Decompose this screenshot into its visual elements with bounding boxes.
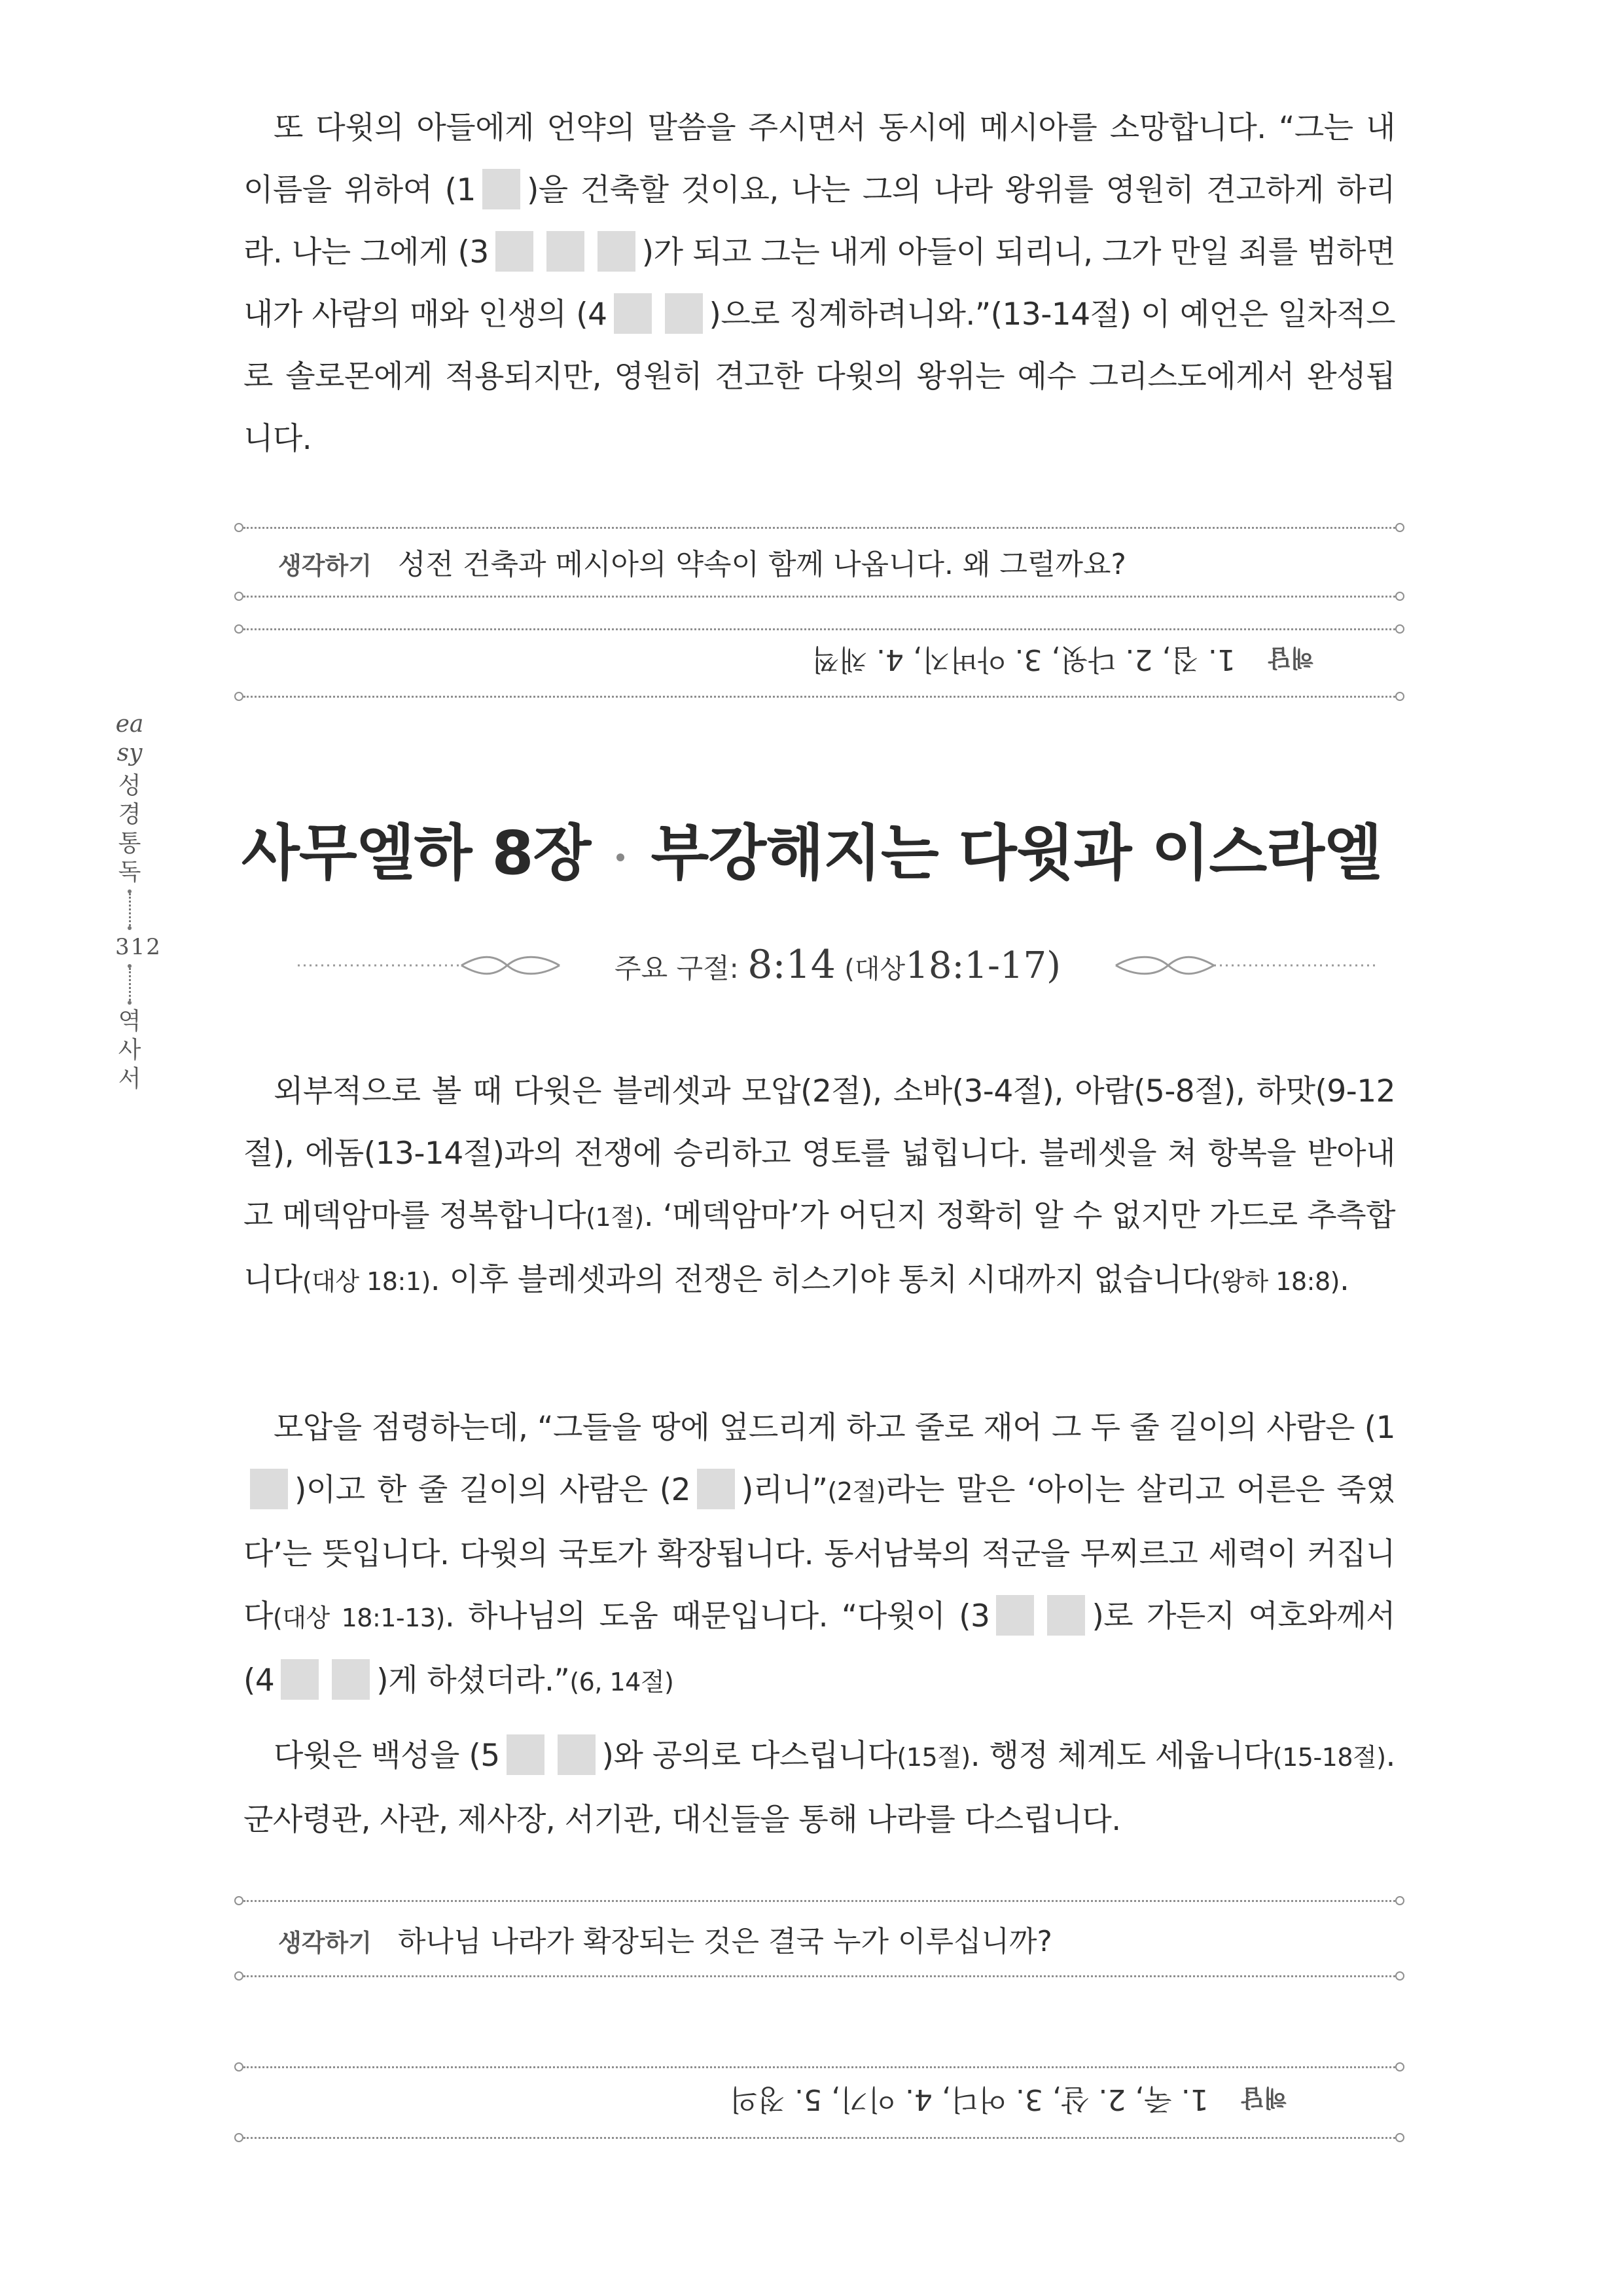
- blank-box: [996, 1595, 1034, 1636]
- dotted-rule: [243, 2066, 1395, 2068]
- blank-box: [332, 1659, 370, 1700]
- think-label: 생각하기: [278, 1929, 372, 1957]
- body-paragraph: 외부적으로 볼 때 다윗은 블레셋과 모압(2절), 소바(3-4절), 아람(5-8절), 하맛(9-12절), 에돔(13-14절)과의 전쟁에 승리하고 영토를 넓힙니다. 블레셋을 쳐 항복을 받아내고 메덱암마를 정복합니다(1절). ‘메덱암마’가 어딘지 정확히 알 수 없지만 가드로 추측합니다(대상 18:1). 이후 블레셋과의 전쟁은 히스기야 통치 시대까지 없습니다(왕하 18:8).: [243, 1073, 1395, 1298]
- chapter-subtitle: 부강해지는 다윗과 이스라엘: [651, 818, 1382, 888]
- chapter-heading: [0, 805, 1623, 891]
- key-ref-verse: 18:1-17): [905, 944, 1061, 987]
- blank-box: [558, 1734, 596, 1775]
- separator: [129, 893, 131, 926]
- think-box: [278, 545, 1126, 586]
- blank-box: [546, 231, 584, 272]
- answer-box: [812, 641, 1313, 683]
- blank-box: [482, 169, 520, 209]
- part-name: 역사서: [118, 1008, 141, 1092]
- blank-box: [597, 231, 635, 272]
- think-box: [278, 1922, 1052, 1963]
- series-latin: easy: [115, 711, 144, 766]
- key-verse-line: [298, 940, 1378, 990]
- right-ornament: [1103, 954, 1378, 977]
- answer-label: 해답: [1241, 2084, 1287, 2111]
- key-label: 주요 구절:: [615, 952, 739, 984]
- body-paragraph: 다윗은 백성을 (5 )와 공의로 다스립니다(15절). 행정 체계도 세웁니다(15-18절). 군사령관, 사관, 제사장, 서기관, 대신들을 통해 나라를 다스립니다.: [243, 1725, 1395, 1851]
- blank-box: [250, 1469, 288, 1509]
- page-number: 312: [115, 934, 162, 960]
- answer-text: 1. 죽, 2. 살, 3. 어디, 4. 이기, 5. 정의: [730, 2083, 1209, 2116]
- blank-box: [665, 293, 703, 334]
- key-verse-number: 8:14: [747, 942, 836, 988]
- blank-box: [1047, 1595, 1085, 1636]
- chapter-title: 사무엘하 8장: [241, 818, 591, 888]
- body-paragraph: 또 다윗의 아들에게 언약의 말씀을 주시면서 동시에 메시아를 소망합니다. “그는 내 이름을 위하여 (1 )을 건축할 것이요, 나는 그의 나라 왕위를 영원히 견고하게 하리라. 나는 그에게 (3 )가 되고 그는 내게 아들이 되리니, 그가 만일 죄를 범하면 내가 사람의 매와 인생의 (4 )으로 징계하려니와.”(13-14절) 이 예언은 일차적으로 솔로몬에게 적용되지만, 영원히 견고한 다윗의 왕위는 예수 그리스도에게서 완성됩니다.: [243, 110, 1395, 457]
- separator: [129, 968, 131, 1001]
- series-title: 성경통독: [118, 772, 141, 886]
- dotted-rule: [243, 1975, 1395, 1977]
- blank-box: [495, 231, 533, 272]
- answer-label: 해답: [1268, 644, 1314, 671]
- dotted-rule: [243, 527, 1395, 529]
- dotted-rule: [243, 628, 1395, 630]
- blank-box: [281, 1659, 319, 1700]
- dotted-rule: [243, 596, 1395, 598]
- body-paragraph: 모압을 점령하는데, “그들을 땅에 엎드리게 하고 줄로 재어 그 두 줄 길이의 사람은 (1)이고 한 줄 길이의 사람은 (2 )리니”(2절)라는 말은 ‘아이는 살리고 어른은 죽였다’는 뜻입니다. 다윗의 국토가 확장됩니다. 동서남북의 적군을 무찌르고 세력이 커집니다(대상 18:1-13). 하나님의 도움 때문입니다. “다윗이 (3 )로 가든지 여호와께서 (4 )게 하셨더라.”(6, 14절): [243, 1410, 1396, 1698]
- running-head: [115, 710, 162, 1094]
- dotted-rule: [243, 2137, 1395, 2139]
- dotted-rule: [243, 1900, 1395, 1902]
- answer-box: [730, 2081, 1287, 2123]
- blank-box: [697, 1469, 735, 1509]
- think-question: 하나님 나라가 확장되는 것은 결국 누가 이루십니까?: [397, 1925, 1052, 1958]
- answer-text: 1. 집, 2. 다윗, 3. 아버지, 4. 채찍: [812, 643, 1236, 676]
- title-dot: [616, 853, 624, 861]
- think-question: 성전 건축과 메시아의 약속이 함께 나옵니다. 왜 그럴까요?: [397, 548, 1126, 581]
- think-label: 생각하기: [278, 552, 372, 580]
- dotted-rule: [243, 696, 1395, 698]
- blank-box: [507, 1734, 544, 1775]
- blank-box: [614, 293, 652, 334]
- key-ref-book: (대상: [844, 954, 906, 984]
